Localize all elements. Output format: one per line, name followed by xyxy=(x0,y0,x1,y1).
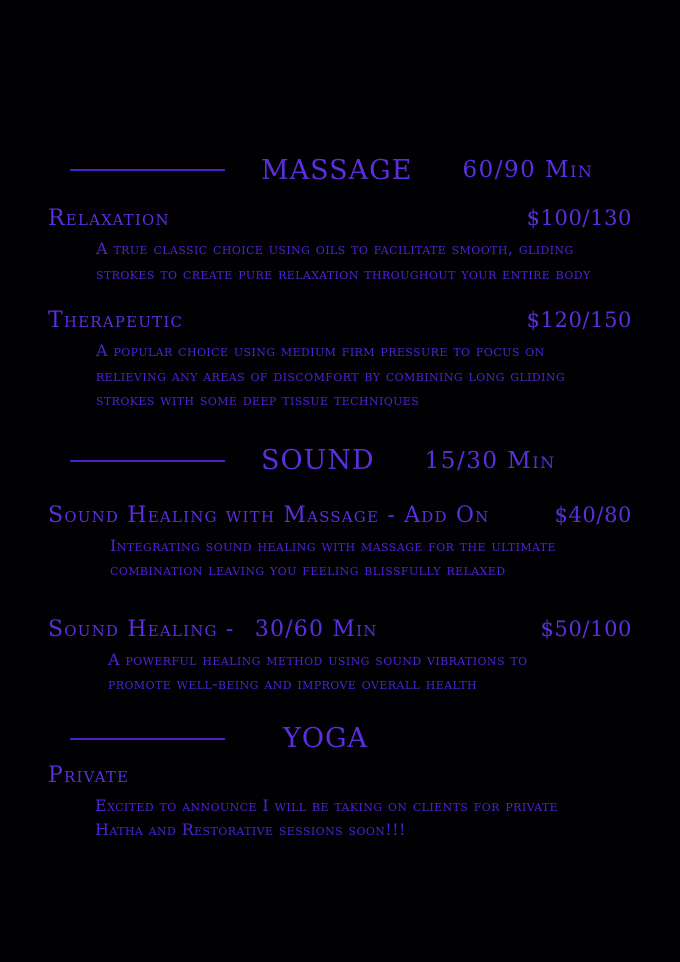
section-title: MASSAGE xyxy=(261,154,413,186)
service-name-duration: 30/60 Min xyxy=(254,616,378,642)
divider-rule xyxy=(70,738,225,740)
service-price: $50/100 xyxy=(540,616,632,641)
service-row xyxy=(0,308,680,333)
service-description: A powerful healing method using sound vibrations to promote well-being and improve overall health xyxy=(108,649,528,693)
section-header-sound xyxy=(0,441,680,481)
spacer xyxy=(0,697,680,719)
spacer xyxy=(0,481,680,503)
service-name: Sound Healing with Massage - Add On xyxy=(48,502,490,528)
service-price: $120/150 xyxy=(526,308,632,332)
service-name: Private xyxy=(48,762,130,788)
divider-rule xyxy=(70,460,225,462)
service-description: A popular choice using medium firm pressure to focus on relieving any areas of discomfort by combining long gliding strokes with some deep tissue techniques xyxy=(96,341,566,409)
section-duration: 15/30 Min xyxy=(424,447,556,474)
service-name: Therapeutic xyxy=(48,308,184,333)
section-title: YOGA xyxy=(283,723,369,754)
service-name-label: Sound Healing - xyxy=(48,616,235,642)
section-title: SOUND xyxy=(261,445,375,476)
service-row xyxy=(0,206,680,231)
service-row xyxy=(0,617,680,642)
service-name: Relaxation xyxy=(48,206,170,231)
service-row xyxy=(0,503,680,528)
section-header-massage xyxy=(0,150,680,190)
divider-rule xyxy=(70,169,225,171)
spacer xyxy=(0,286,680,308)
spacer xyxy=(0,413,680,441)
top-spacer xyxy=(0,0,680,150)
service-name xyxy=(48,617,378,642)
spacer xyxy=(0,583,680,617)
service-description: Excited to announce I will be taking on clients for private Hatha and Restorative sessions soon!!! xyxy=(95,795,559,839)
service-price: $40/80 xyxy=(554,502,632,527)
spacer xyxy=(0,190,680,206)
service-description: A true classic choice using oils to facilitate smooth, gliding strokes to create pure relaxation throughout your entire body xyxy=(96,239,591,283)
section-header-yoga xyxy=(0,719,680,759)
service-price: $100/130 xyxy=(526,206,632,230)
service-row xyxy=(0,763,680,788)
service-description: Integrating sound healing with massage for the ultimate combination leaving you feeling blissfully relaxed xyxy=(110,535,556,579)
section-duration: 60/90 Min xyxy=(462,157,594,183)
